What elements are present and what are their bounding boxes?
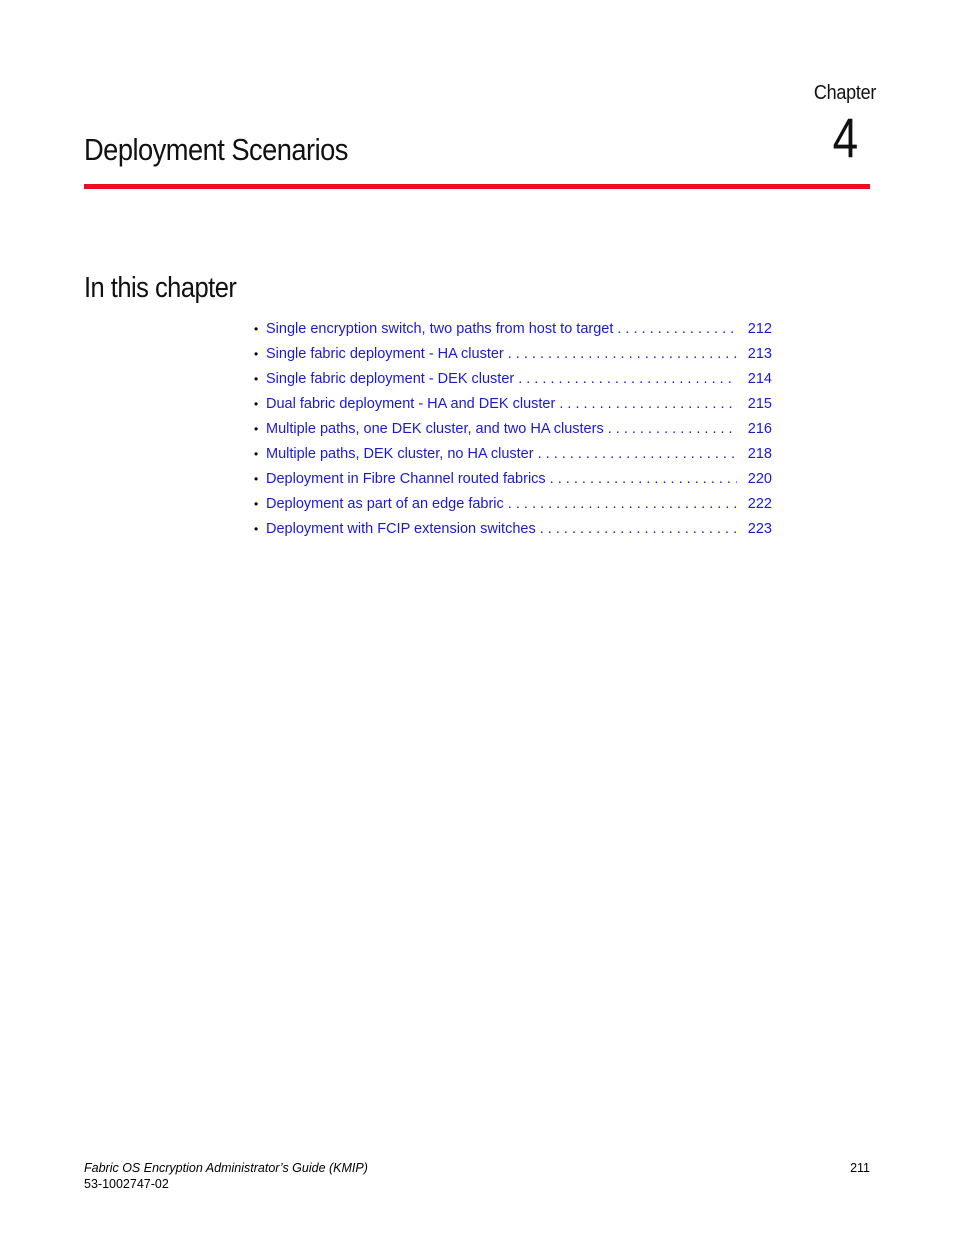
chapter-title: Deployment Scenarios [84, 132, 348, 167]
dot-leader [518, 371, 737, 387]
dot-leader [559, 396, 737, 412]
toc-item[interactable] [254, 371, 772, 396]
section-title: In this chapter [84, 272, 237, 304]
toc-page-number[interactable]: 223 [747, 521, 772, 537]
bullet: • [254, 422, 259, 436]
toc-item[interactable] [254, 521, 772, 546]
dot-leader [550, 471, 737, 487]
toc-link[interactable]: Multiple paths, one DEK cluster, and two HA clusters [266, 421, 604, 437]
bullet: • [254, 522, 259, 536]
dot-leader [608, 421, 737, 437]
bullet: • [254, 447, 259, 461]
footer-doc-title: Fabric OS Encryption Administrator’s Guide (KMIP) [84, 1161, 368, 1175]
footer-doc-number: 53-1002747-02 [84, 1177, 169, 1191]
bullet: • [254, 372, 259, 386]
footer-page-number: 211 [850, 1161, 870, 1175]
table-of-contents [254, 321, 772, 546]
toc-item[interactable] [254, 321, 772, 346]
toc-item[interactable] [254, 496, 772, 521]
dot-leader [540, 521, 737, 537]
toc-link[interactable]: Deployment as part of an edge fabric [266, 496, 504, 512]
toc-page-number[interactable]: 214 [747, 371, 772, 387]
toc-link[interactable]: Deployment with FCIP extension switches [266, 521, 536, 537]
toc-link[interactable]: Single fabric deployment - DEK cluster [266, 371, 515, 387]
toc-item[interactable] [254, 421, 772, 446]
toc-page-number[interactable]: 212 [747, 321, 772, 337]
dot-leader [508, 496, 737, 512]
bullet: • [254, 347, 259, 361]
toc-item[interactable] [254, 471, 772, 496]
bullet: • [254, 322, 259, 336]
toc-item[interactable] [254, 396, 772, 421]
bullet: • [254, 397, 259, 411]
toc-page-number[interactable]: 218 [747, 446, 772, 462]
toc-link[interactable]: Single fabric deployment - HA cluster [266, 346, 504, 362]
page-footer [84, 1160, 870, 1192]
toc-page-number[interactable]: 216 [747, 421, 772, 437]
bullet: • [254, 472, 259, 486]
dot-leader [538, 446, 737, 462]
toc-item[interactable] [254, 446, 772, 471]
chapter-title-rule [84, 184, 870, 189]
toc-page-number[interactable]: 213 [747, 346, 772, 362]
bullet: • [254, 497, 259, 511]
chapter-number: 4 [832, 106, 858, 169]
toc-link[interactable]: Multiple paths, DEK cluster, no HA cluster [266, 446, 534, 462]
toc-page-number[interactable]: 215 [747, 396, 772, 412]
dot-leader [508, 346, 737, 362]
toc-link[interactable]: Deployment in Fibre Channel routed fabrics [266, 471, 546, 487]
toc-link[interactable]: Single encryption switch, two paths from host to target [266, 321, 614, 337]
chapter-label: Chapter [813, 82, 876, 104]
dot-leader [617, 321, 737, 337]
toc-page-number[interactable]: 222 [747, 496, 772, 512]
toc-page-number[interactable]: 220 [747, 471, 772, 487]
toc-item[interactable] [254, 346, 772, 371]
toc-link[interactable]: Dual fabric deployment - HA and DEK cluster [266, 396, 556, 412]
